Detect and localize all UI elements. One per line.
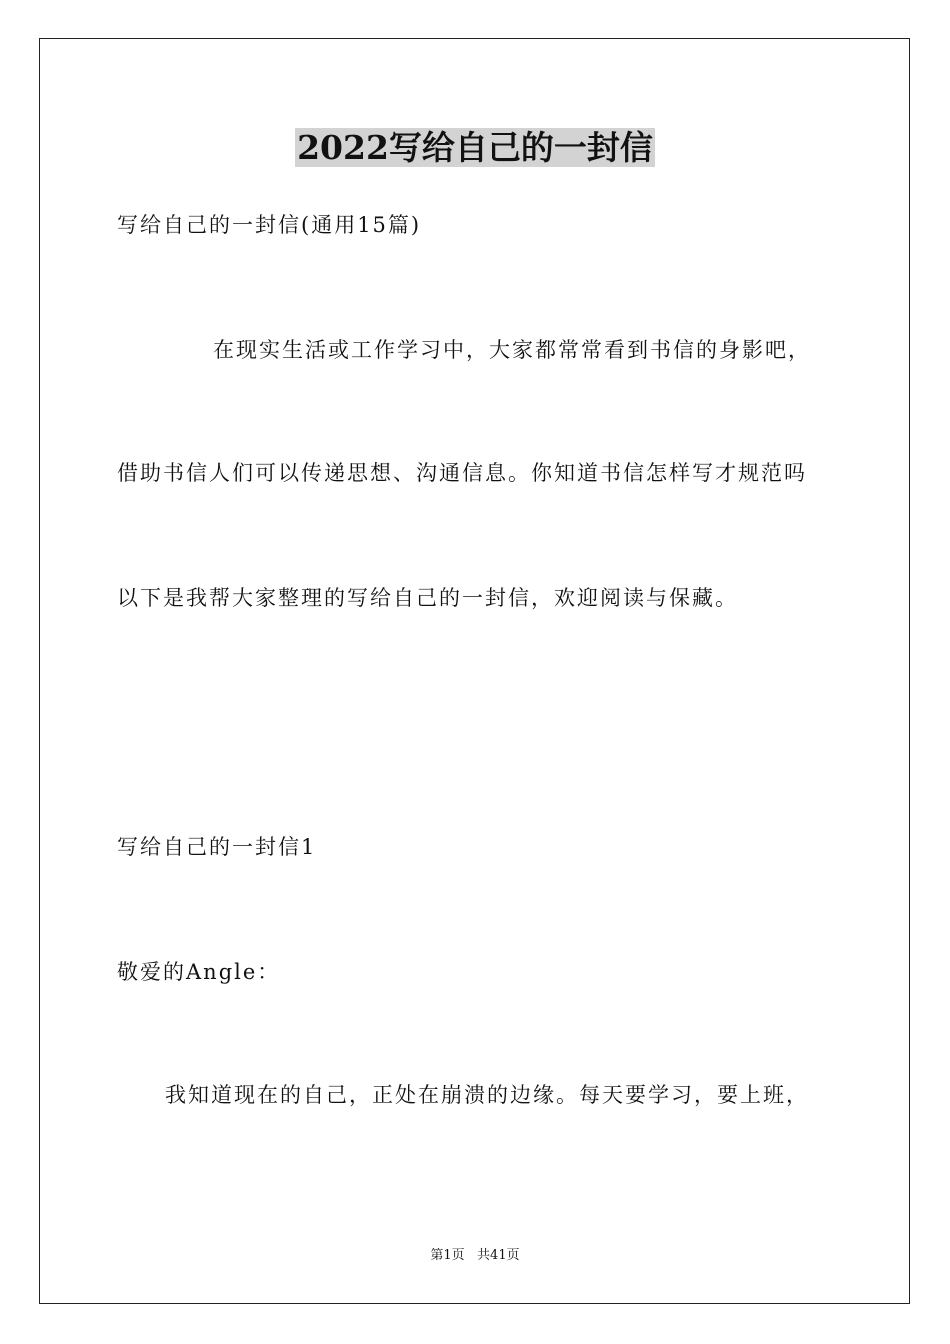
document-title-text: 2022写给自己的一封信 [297,128,653,167]
letter-body-line: 我知道现在的自己，正处在崩溃的边缘。每天要学习，要上班， [165,1083,809,1107]
document-title [0,126,950,170]
intro-line-1: 在现实生活或工作学习中，大家都常常看到书信的身影吧， [213,338,811,362]
intro-line-2: 借助书信人们可以传递思想、沟通信息。你知道书信怎样写才规范吗 [117,461,807,485]
section-heading: 写给自己的一封信1 [117,835,317,859]
letter-salutation: 敬爱的Angle： [117,960,281,984]
intro-line-3: 以下是我帮大家整理的写给自己的一封信，欢迎阅读与保藏。 [117,586,738,610]
document-subtitle: 写给自己的一封信(通用15篇) [117,213,422,237]
page-footer: 第1页 共41页 [430,1248,520,1263]
